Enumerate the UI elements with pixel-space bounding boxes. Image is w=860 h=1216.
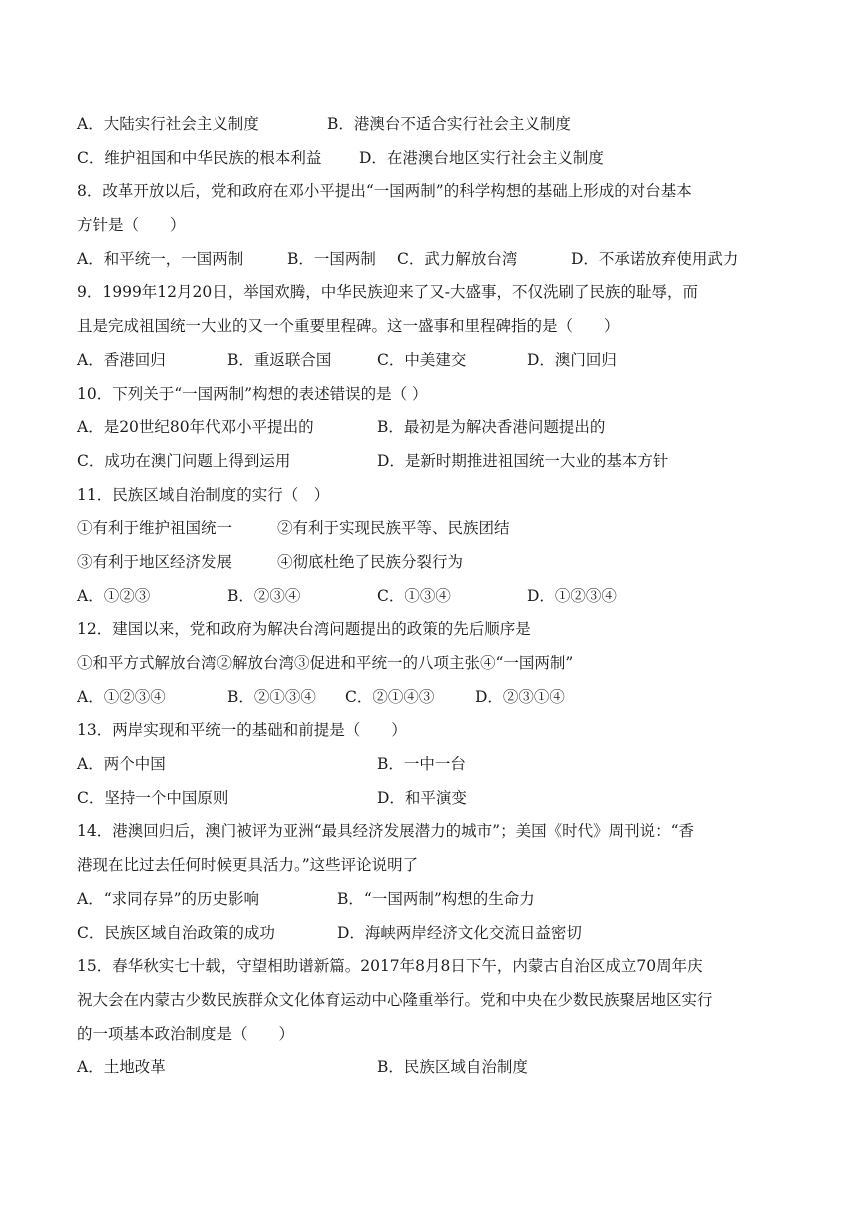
answer-options-line	[77, 748, 797, 782]
question-text: 的一项基本政治制度是（ ）	[77, 1024, 295, 1043]
question-text-line	[77, 1018, 797, 1052]
answer-option: A．香港回归	[77, 350, 166, 369]
answer-option: D．海峡两岸经济文化交流日益密切	[337, 923, 582, 942]
question-text: 11．民族区域自治制度的实行（ ）	[77, 485, 330, 504]
answer-option: C．维护祖国和中华民族的根本利益	[77, 148, 322, 167]
question-text: 且是完成祖国统一大业的又一个重要里程碑。这一盛事和里程碑指的是（ ）	[77, 317, 620, 336]
answer-options-line	[77, 512, 797, 546]
question-text: 14．港澳回归后，澳门被评为亚洲“最具经济发展潜力的城市”；美国《时代》周刊说：“香	[77, 822, 694, 841]
question-text: 13．两岸实现和平统一的基础和前提是（ ）	[77, 721, 407, 740]
answer-option: D．①②③④	[527, 586, 617, 605]
question-text-line	[77, 815, 797, 849]
question-text-line	[77, 479, 797, 513]
question-text-line	[77, 175, 797, 209]
answer-option: A．两个中国	[77, 755, 166, 774]
answer-option: B．一中一台	[377, 755, 466, 774]
answer-option: B．②③④	[227, 586, 301, 605]
answer-options-line	[77, 243, 797, 277]
answer-option: D．不承诺放弃使用武力	[571, 249, 739, 268]
answer-option: D．在港澳台地区实行社会主义制度	[359, 148, 604, 167]
answer-options-line	[77, 1051, 797, 1085]
question-text-line	[77, 950, 797, 984]
answer-option: D．和平演变	[377, 788, 467, 807]
answer-option: C．①③④	[377, 586, 451, 605]
answer-option: ④彻底杜绝了民族分裂行为	[277, 552, 464, 571]
question-text: 10．下列关于“一国两制”构想的表述错误的是（ ）	[77, 384, 428, 403]
answer-option: B．重返联合国	[227, 350, 332, 369]
question-text: ①和平方式解放台湾②解放台湾③促进和平统一的八项主张④“一国两制”	[77, 654, 574, 672]
answer-option: ③有利于地区经济发展	[77, 552, 233, 571]
answer-option: B．“一国两制”构想的生命力	[337, 889, 535, 908]
answer-option: A．是20世纪80年代邓小平提出的	[77, 418, 314, 437]
answer-option: A．大陆实行社会主义制度	[77, 115, 259, 133]
question-text-line	[77, 276, 797, 310]
answer-option: B．港澳台不适合实行社会主义制度	[327, 115, 571, 133]
answer-options-line	[77, 917, 797, 951]
answer-option: C．民族区域自治政策的成功	[77, 923, 275, 942]
answer-options-line	[77, 344, 797, 378]
question-text-line	[77, 714, 797, 748]
answer-option: D．②③①④	[475, 687, 565, 706]
answer-options-line	[77, 782, 797, 816]
answer-option: C．武力解放台湾	[397, 249, 518, 268]
question-text-line	[77, 849, 797, 883]
question-text: 祝大会在内蒙古少数民族群众文化体育运动中心隆重举行。党和中央在少数民族聚居地区实行	[77, 990, 713, 1009]
answer-option: ①有利于维护祖国统一	[77, 519, 233, 538]
answer-options-line	[77, 681, 797, 715]
question-text: 方针是（ ）	[77, 216, 186, 235]
question-list	[77, 108, 797, 1085]
answer-options-line	[77, 108, 797, 142]
question-text: 12．建国以来，党和政府为解决台湾问题提出的政策的先后顺序是	[77, 620, 531, 639]
question-text-line	[77, 613, 797, 647]
answer-option: A．①②③	[77, 586, 151, 605]
answer-options-line	[77, 142, 797, 176]
answer-option: C．②①④③	[345, 687, 435, 706]
question-text: 港现在比过去任何时候更具活力。”这些评论说明了	[77, 856, 419, 875]
question-text-line	[77, 984, 797, 1018]
answer-option: B．一国两制	[287, 249, 376, 268]
answer-option: A．和平统一，一国两制	[77, 249, 244, 268]
answer-options-line	[77, 411, 797, 445]
answer-options-line	[77, 445, 797, 479]
question-text: 9．1999年12月20日，举国欢腾，中华民族迎来了又-大盛事，不仅洗刷了民族的耻辱，而	[77, 283, 698, 302]
answer-option: D．澳门回归	[527, 350, 617, 369]
answer-option: B．民族区域自治制度	[377, 1058, 528, 1077]
answer-option: ②有利于实现民族平等、民族团结	[277, 519, 510, 538]
question-text-line	[77, 310, 797, 344]
answer-option: A．“求同存异”的历史影响	[77, 889, 260, 908]
exam-page	[77, 108, 797, 1085]
answer-option: C．中美建交	[377, 350, 467, 369]
answer-option: A．土地改革	[77, 1058, 166, 1077]
answer-option: B．最初是为解决香港问题提出的	[377, 418, 606, 437]
answer-option: C．成功在澳门问题上得到运用	[77, 451, 291, 470]
answer-option: A．①②③④	[77, 687, 166, 706]
question-text-line	[77, 209, 797, 243]
question-text: 8．改革开放以后，党和政府在邓小平提出“一国两制”的科学构想的基础上形成的对台基本	[77, 182, 692, 201]
answer-options-line	[77, 546, 797, 580]
answer-option: D．是新时期推进祖国统一大业的基本方针	[377, 451, 669, 470]
question-text-line	[77, 378, 797, 412]
question-text-line	[77, 647, 797, 681]
question-text: 15．春华秋实七十载，守望相助谱新篇。2017年8月8日下午，内蒙古自治区成立70周年庆	[77, 957, 703, 976]
answer-option: B．②①③④	[227, 687, 316, 706]
answer-options-line	[77, 883, 797, 917]
answer-option: C．坚持一个中国原则	[77, 788, 229, 807]
answer-options-line	[77, 580, 797, 614]
